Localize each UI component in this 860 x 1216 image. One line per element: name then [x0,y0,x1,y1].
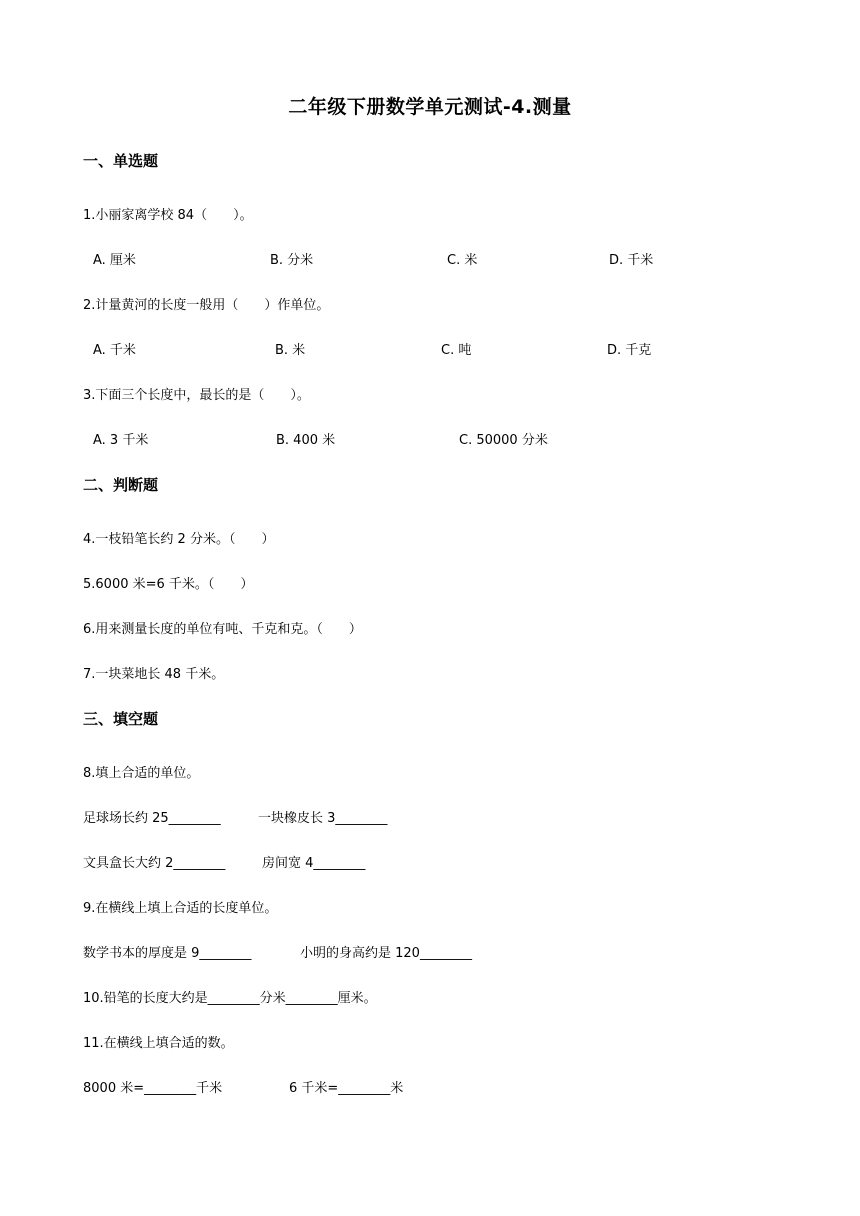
question-2: 2.计量黄河的长度一般用（ ）作单位。 [83,298,330,313]
q9-line1-left: 数学书本的厚度是 9________ [83,946,252,961]
q2-option-d: D. 千克 [607,343,652,358]
q11-line1-right: 6 千米=________米 [289,1081,404,1096]
q9-line1-right: 小明的身高约是 120________ [300,946,472,961]
q3-option-c: C. 50000 分米 [459,433,548,448]
question-8: 8.填上合适的单位。 [83,766,200,781]
section-heading-true-false: 二、判断题 [83,476,159,494]
question-5: 5.6000 米=6 千米。（ ） [83,577,254,592]
q2-option-c: C. 吨 [441,343,472,358]
question-1: 1.小丽家离学校 84（ ）。 [83,208,253,223]
q3-option-a: A. 3 千米 [93,433,149,448]
question-7: 7.一块菜地长 48 千米。 [83,667,225,682]
q1-option-a: A. 厘米 [93,253,136,268]
q8-line2-left: 文具盒长大约 2________ [83,856,226,871]
q8-line1-left: 足球场长约 25________ [83,811,221,826]
question-6: 6.用来测量长度的单位有吨、千克和克。（ ） [83,622,362,637]
q11-line1-left: 8000 米=________千米 [83,1081,223,1096]
section-heading-single-choice: 一、单选题 [83,152,159,170]
q1-option-b: B. 分米 [270,253,314,268]
q8-line2-right: 房间宽 4________ [262,856,366,871]
q1-option-c: C. 米 [447,253,478,268]
q3-option-b: B. 400 米 [276,433,336,448]
q2-option-b: B. 米 [275,343,306,358]
question-10: 10.铅笔的长度大约是________分米________厘米。 [83,991,377,1006]
q1-option-d: D. 千米 [609,253,654,268]
question-11: 11.在横线上填合适的数。 [83,1036,234,1051]
page-title: 二年级下册数学单元测试-4.测量 [288,96,572,118]
q2-option-a: A. 千米 [93,343,136,358]
question-3: 3.下面三个长度中，最长的是（ ）。 [83,388,310,403]
q8-line1-right: 一块橡皮长 3________ [258,811,388,826]
question-9: 9.在横线上填上合适的长度单位。 [83,901,278,916]
question-4: 4.一枝铅笔长约 2 分米。（ ） [83,532,275,547]
section-heading-fill-in: 三、填空题 [83,710,159,728]
